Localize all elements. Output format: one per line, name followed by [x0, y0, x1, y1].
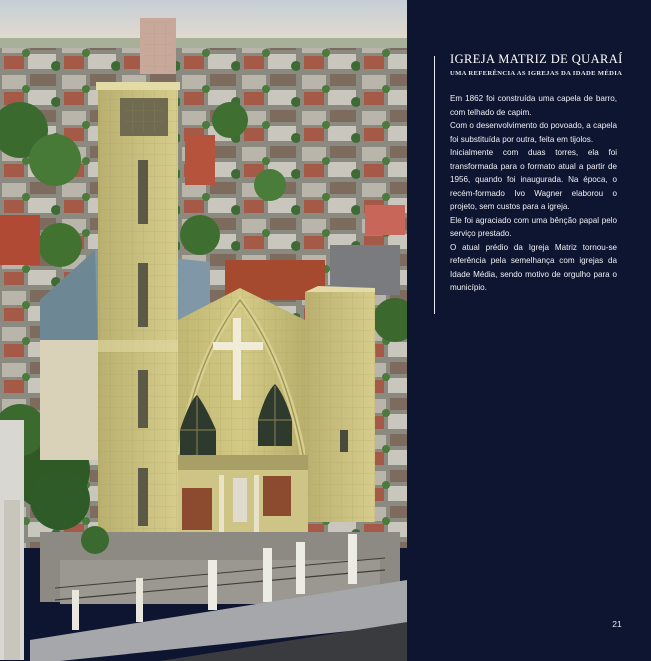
article-body — [450, 92, 617, 295]
vertical-rule — [434, 56, 435, 314]
article-title: IGREJA MATRIZ DE QUARAÍ — [450, 52, 623, 66]
article-paragraph: Inicialmente com duas torres, ela foi transformada para o formato atual a partir de 1956, quando foi inaugurada. Na época, o recém-formado Ivo Wagner elaborou o projeto, sem custos para a igreja. — [450, 148, 617, 211]
page-number: 21 — [612, 619, 622, 629]
text-panel — [407, 0, 651, 661]
article-paragraph: Com o desenvolvimento do povoado, a capela foi substituída por outra, feita em tijolos. — [450, 121, 617, 144]
article-paragraph: Em 1862 foi construída uma capela de barro, com telhado de capim. — [450, 94, 617, 117]
article-subtitle: UMA REFERÊNCIA AS IGREJAS DA IDADE MÉDIA — [450, 70, 623, 77]
article-paragraph: Ele foi agraciado com uma bênção papal pelo serviço prestado. — [450, 215, 617, 238]
article-paragraph: O atual prédio da Igreja Matriz tornou-se referência pela semelhança com igrejas da Idade Média, sendo motivo de orgulho para o município. — [450, 242, 617, 292]
